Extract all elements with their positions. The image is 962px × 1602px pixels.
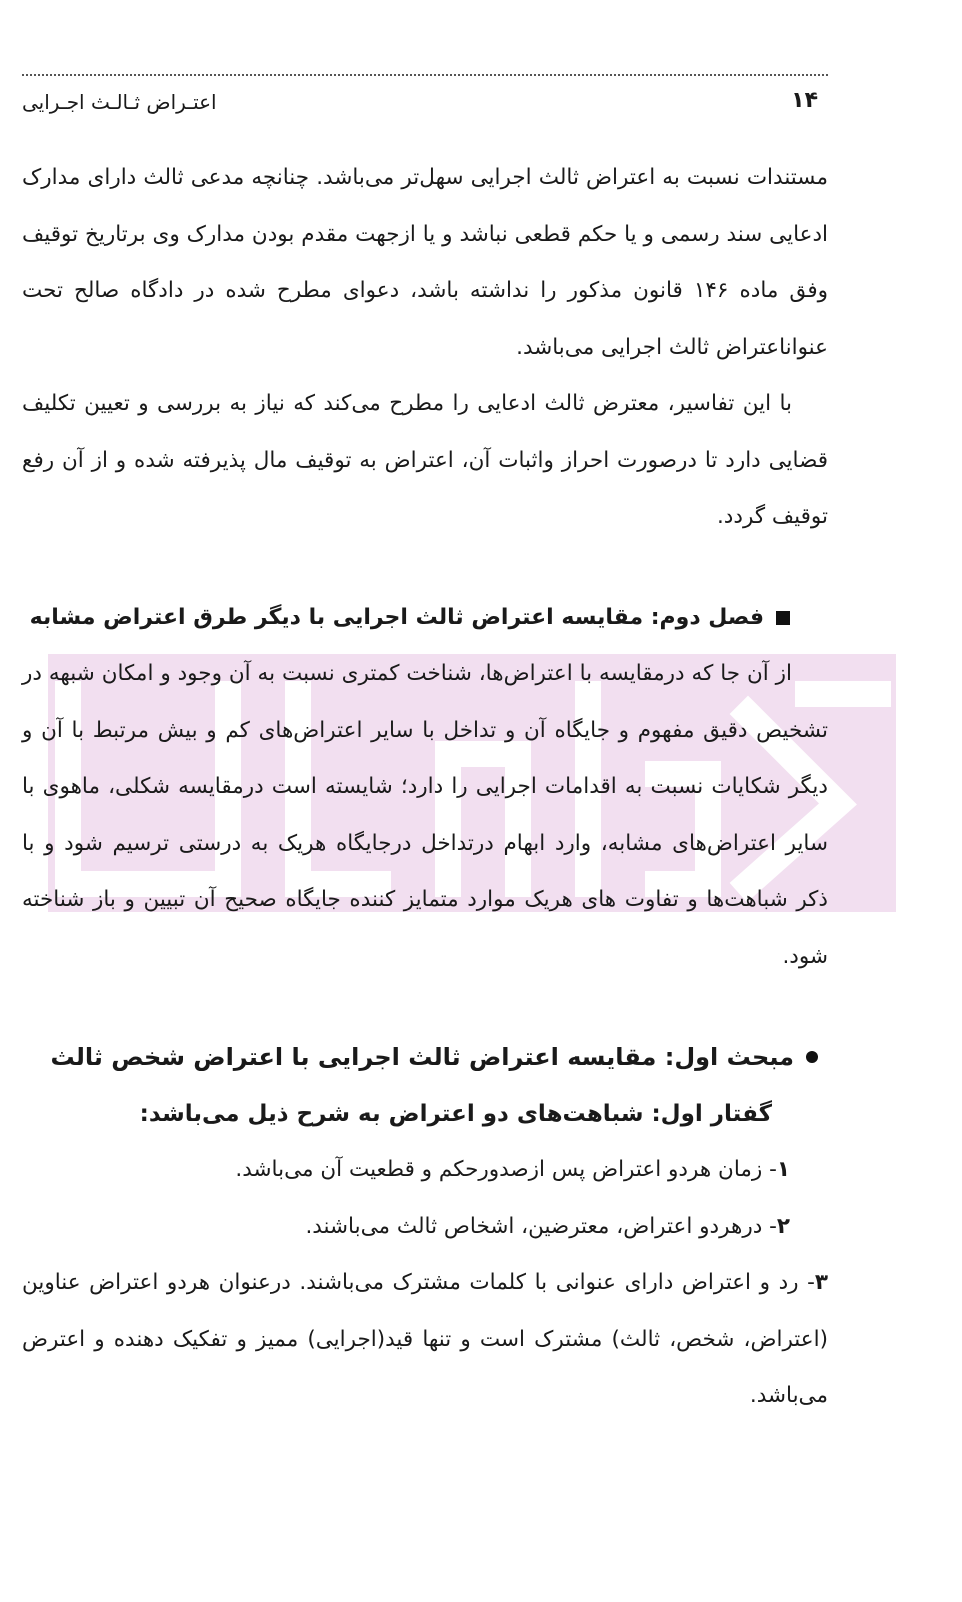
chapter-heading xyxy=(22,590,828,647)
paragraph: مستندات نسبت به اعتراض ثالث اجرایی سهل‌تر می‌باشد. چنانچه مدعی ثالث دارای مدارک ادعایی سند رسمی و یا حکم قطعی نباشد و یا ازجهت مقدم بودن مدارک وی برتاریخ توقیف وفق ماده ۱۴۶ قانون مذکور را نداشته باشد، دعوای مطرح شده در دادگاه صالح تحت عنوانا‌عتراض ثالث اجرایی می‌باشد. xyxy=(22,165,828,360)
spacer xyxy=(22,985,828,1029)
square-bullet-icon xyxy=(776,611,790,625)
running-title: اعتـراض ثـالـث اجـرایی xyxy=(22,90,217,114)
section-heading xyxy=(22,1029,828,1086)
list-item xyxy=(22,1255,828,1425)
spacer xyxy=(22,546,828,590)
paragraph: با این تفاسیر، معترض ثالث ادعایی را مطرح می‌کند که نیاز به بررسی و تعیین تکلیف قضایی دارد تا درصورت احراز واثبات آن، اعتراض به توقیف مال پذیرفته شده و از آن رفع توقیف گردد. xyxy=(22,391,828,529)
list-item-separator: - xyxy=(798,1270,815,1295)
list-item xyxy=(22,1142,828,1199)
list-item-separator: - xyxy=(762,1157,777,1182)
paragraph: از آن جا که درمقایسه با اعتراض‌ها، شناخت کمتری نسبت به آن وجود و امکان شبهه در تشخیص دقیق مفهوم و جایگاه آن و تداخل با سایر اعتراض‌های کم و بیش مرتبط با آن و دیگر شکایات نسبت به اقدامات اجرایی را دارد؛ شایسته است درمقایسه شکلی، ماهوی با سایر اعتراض‌های مشابه، وارد ابهام درتداخل درجایگاه هریک به درستی ترسیم شود و با ذکر شباهت‌ها و تفاوت های هریک موارد متمایز کننده جایگاه صحیح آن تبیین و باز شناخته شود. xyxy=(22,661,828,969)
discourse-heading: گفتار اول: شباهت‌های دو اعتراض به شرح ذیل می‌باشد: xyxy=(139,1100,772,1127)
list-item-number: ۲ xyxy=(776,1213,790,1239)
list-item xyxy=(22,1199,828,1256)
section-heading-text: مبحث اول: مقایسه اعتراض ثالث اجرایی با اعتراض شخص ثالث xyxy=(50,1043,794,1071)
list-item-text: درهردو اعتراض، معترضین، اشخاص ثالث می‌باشند. xyxy=(305,1213,763,1239)
list-item-number: ۱ xyxy=(776,1157,790,1182)
chapter-heading-text: فصل دوم: مقایسه اعتراض ثالث اجرایی با دیگر طرق اعتراض مشابه xyxy=(29,604,764,630)
page-number: ۱۴ xyxy=(791,88,818,113)
dot-bullet-icon xyxy=(806,1051,818,1063)
list-item-separator: - xyxy=(762,1213,777,1239)
page-body xyxy=(22,150,828,1425)
list-item-text: رد و اعتراض دارای عنوانی با کلمات مشترک می‌باشند. درعنوان هردو اعتراض عناوین (اعتراض، شخص، ثالث) مشترک است و تنها قید(اجرایی) ممیز و تفکیک دهنده و اعترض می‌باشد. xyxy=(22,1270,828,1408)
list-item-text: زمان هردو اعتراض پس ازصدورحکم و قطعیت آن می‌باشد. xyxy=(235,1157,763,1182)
list-item-number: ۳ xyxy=(814,1270,828,1295)
page-header xyxy=(22,74,828,132)
